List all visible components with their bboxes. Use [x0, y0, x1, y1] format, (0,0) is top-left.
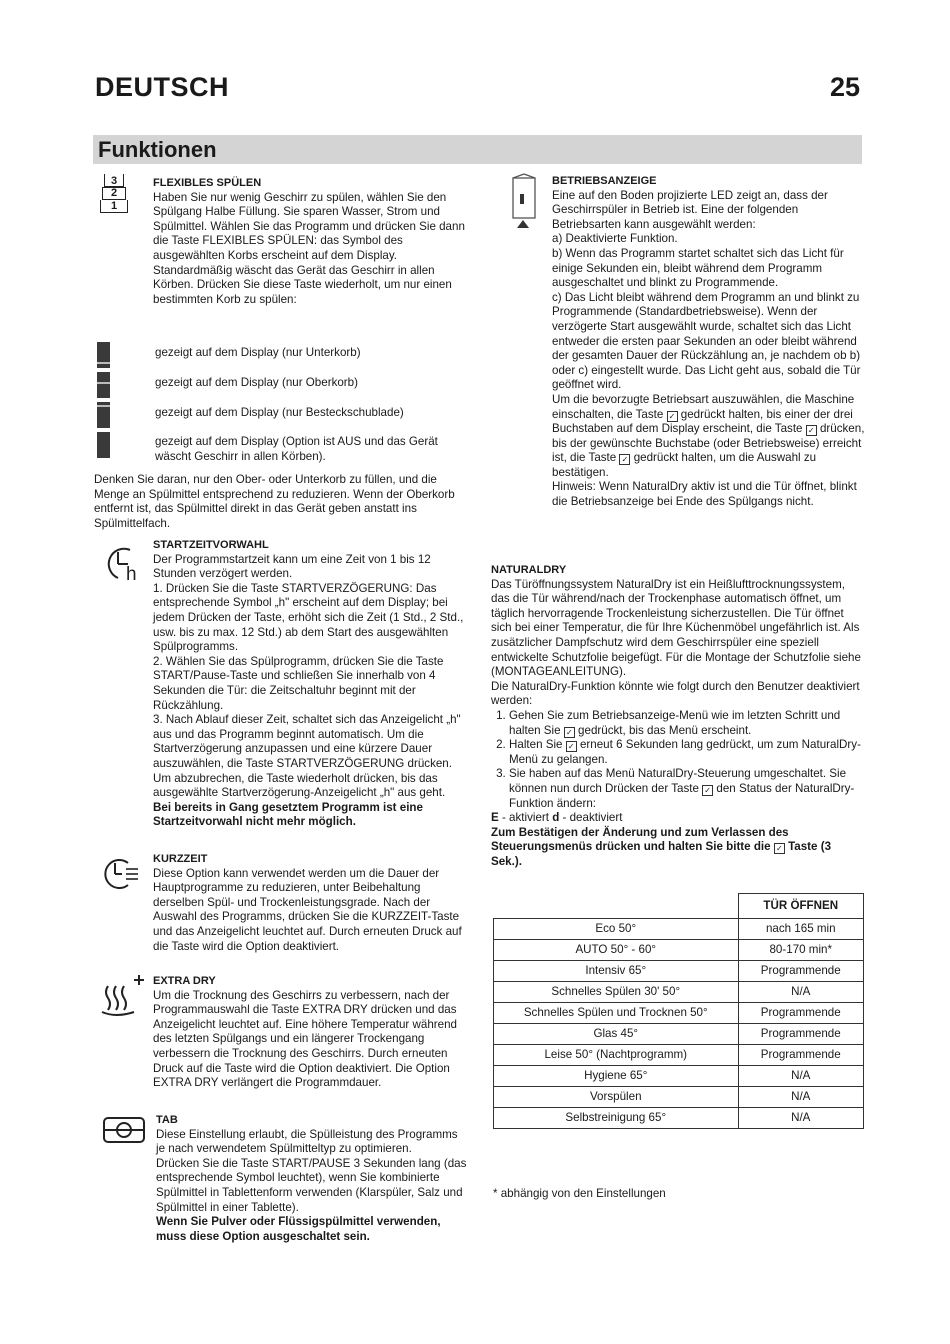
- status-display-section: [552, 174, 865, 510]
- upper-basket-indicator-icon: [97, 372, 110, 398]
- tab-section: [156, 1113, 468, 1244]
- table-cell-door-open: N/A: [738, 1087, 864, 1108]
- naturaldry-state-e: E: [491, 811, 499, 825]
- page-number: 25: [829, 72, 860, 102]
- naturaldry-step-1-a: Gehen Sie zum Betriebsanzeige-Menü wie im letzten Schritt und halten Sie: [509, 708, 841, 737]
- flexible-wash-note: Denken Sie daran, nur den Ober- oder Unterkorb zu füllen, und die Menge an Spülmittel entsprechend zu reduzieren. Wenn der Oberkorb entfernt ist, das Spülmittel direkt in das Gerät geben anstatt ins Spülmittelfach.: [94, 473, 455, 530]
- door-open-table: [493, 893, 864, 1129]
- lower-basket-indicator-icon: [97, 342, 110, 368]
- key-icon: ✓: [774, 843, 785, 854]
- naturaldry-step-2-b: erneut 6 Sekunden lang gedrückt, um zum NaturalDry-Menü zu gelangen.: [509, 738, 861, 766]
- table-header-empty: [494, 894, 739, 919]
- delay-start-section: [153, 538, 466, 830]
- naturaldry-state-d-label: - deaktiviert: [559, 811, 623, 825]
- naturaldry-steps: [491, 709, 865, 811]
- status-display-d1: Um die bevorzugte Betriebsart auszuwählen, die Maschine einschalten, die Taste: [552, 392, 855, 421]
- table-row: [494, 1045, 864, 1066]
- table-cell-program: Hygiene 65°: [494, 1066, 739, 1087]
- table-header-row: [494, 894, 864, 919]
- tablet-icon: [100, 1114, 148, 1146]
- key-icon: ✓: [564, 727, 575, 738]
- delay-start-p3: 2. Wählen Sie das Spülprogramm, drücken Sie die Taste START/Pause-Taste und schließen Sie innerhalb von 4 Sekunden die Tür: die Zeitschaltuhr beginnt mit der Rückzählung.: [153, 654, 444, 712]
- short-time-icon: [100, 856, 140, 892]
- naturaldry-section: [491, 563, 865, 869]
- table-cell-program: Selbstreinigung 65°: [494, 1108, 739, 1129]
- status-display-hint: Hinweis: Wenn NaturalDry aktiv ist und die Tür öffnet, blinkt die Betriebsanzeige bei Ende des Spülgangs nicht.: [552, 480, 857, 509]
- table-cell-program: Schnelles Spülen und Trocknen 50°: [494, 1003, 739, 1024]
- delay-start-title: STARTZEITVORWAHL: [153, 539, 269, 551]
- naturaldry-p1: Das Türöffnungssystem NaturalDry ist ein Heißlufttrocknungssystem, das die Tür während/nach der Trockenphase automatisch öffnet, um täglich hervorragende Trockenleistung sicherzustellen. Die Tür öffnet sich bei einer Temperatur, die für Ihre Küchenmöbel ungefährlich ist. Als zusätzlicher Dampfschutz wird dem Geschirrspüler eine speziell entwickelte Schutzfolie beigefügt. Für die Montage der Schutzfolie siehe (MONTAGEANLEITUNG).: [491, 577, 861, 679]
- basket-number-2: 2: [110, 187, 118, 199]
- flexible-wash-text: Haben Sie nur wenig Geschirr zu spülen, wählen Sie den Spülgang Halbe Füllung. Sie sparen Wasser, Strom und Spülmittel. Wählen Sie das Programm und drücken Sie dann die Taste FLEXIBLES SPÜLEN: das Symbol des ausgewählten Korbs erscheint auf dem Display. Standardmäßig wäscht das Gerät das Geschirr in allen Körben. Drücken Sie diese Taste wiederholt, um nur einen bestimmten Korb zu spülen:: [153, 190, 465, 306]
- delay-start-p4: 3. Nach Ablauf dieser Zeit, schaltet sich das Anzeigelicht „h" aus und das Programm beginnt automatisch. Um die Startverzögerung anzupassen und eine kürzere Dauer auszuwählen, die Taste STARTVERZÖGERUNG drücken. Um abzubrechen, die Taste wiederholt drücken, bis das ausgewählte Startverzögerung-Anzeigelicht „h" aus geht.: [153, 713, 461, 800]
- delay-start-icon: [100, 542, 140, 585]
- extra-dry-text: Um die Trocknung des Geschirrs zu verbessern, nach der Programmauswahl die Taste EXTRA DRY drücken und das Anzeigelicht leuchtet auf. Eine höhere Temperatur während des letzten Spülgangs und ein längerer Trockengang verbessern die Trocknung des Geschirrs. Durch erneuten Druck auf die Taste wird die Option deaktiviert. Die Option EXTRA DRY verlängert die Programmdauer.: [153, 988, 457, 1090]
- key-icon: ✓: [667, 411, 678, 422]
- basket-top-icon: [104, 174, 124, 187]
- extra-dry-icon: [100, 972, 148, 1018]
- key-icon: ✓: [702, 785, 713, 796]
- naturaldry-state-d: d: [552, 811, 560, 825]
- naturaldry-step-3: [509, 767, 865, 811]
- status-display-d3: drücken, bis der gewünschte Buchstabe (oder Betriebsweise) erreicht ist, die Taste: [552, 422, 865, 465]
- naturaldry-state-e-label: - aktiviert: [498, 811, 553, 825]
- table-footnote: * abhängig von den Einstellungen: [493, 1187, 666, 1200]
- flexible-wash-title: FLEXIBLES SPÜLEN: [153, 177, 262, 189]
- key-icon: ✓: [806, 425, 817, 436]
- table-cell-program: Leise 50° (Nachtprogramm): [494, 1045, 739, 1066]
- table-cell-door-open: N/A: [738, 982, 864, 1003]
- naturaldry-step-1-b: gedrückt, bis das Menü erscheint.: [578, 723, 752, 737]
- naturaldry-confirm: [491, 826, 865, 870]
- table-cell-door-open: N/A: [738, 1066, 864, 1087]
- delay-start-p2: 1. Drücken Sie die Taste STARTVERZÖGERUNG: Das entsprechende Symbol „h" erscheint auf dem Display; bei jedem Drücken der Taste, erhöht sich die Zeit (1 Std., 2 Std., usw. bis zu max. 12 Std.) ab dem Start des ausgewählten Spülprogramms.: [153, 581, 464, 654]
- extra-dry-title: EXTRA DRY: [153, 975, 216, 987]
- key-icon: ✓: [619, 454, 630, 465]
- table-cell-door-open: nach 165 min: [738, 919, 864, 940]
- table-row: [494, 1003, 864, 1024]
- table-row: [494, 1024, 864, 1045]
- status-display-d4: gedrückt halten, um die Auswahl zu bestätigen.: [552, 451, 817, 479]
- section-title-bar: [93, 135, 862, 164]
- table-cell-program: AUTO 50° - 60°: [494, 940, 739, 961]
- table-cell-program: Glas 45°: [494, 1024, 739, 1045]
- status-display-c: c) Das Licht bleibt während dem Programm an und blinkt zu Programmende (Standardbetriebsweise). Wenn der verzögerte Start ausgewählt wurde, schaltet sich das Licht entweder die ersten paar Sekunden an oder bleibt während der gesamten Dauer der Rückzählung an, je nachdem ob b) oder c) eingestellt wurde. Das Licht geht aus, sobald die Tür geöffnet wird.: [552, 290, 861, 392]
- basket-bottom-icon: [100, 200, 128, 213]
- status-display-p1: Eine auf den Boden projizierte LED zeigt an, dass der Geschirrspüler in Betrieb ist. Eine der folgenden Betriebsarten kann ausgewählt werden:: [552, 188, 828, 231]
- flexible-wash-section: [153, 176, 466, 307]
- naturaldry-step-3-b: den Status der NaturalDry-Funktion ändern:: [509, 781, 855, 810]
- naturaldry-step-2: [509, 738, 865, 767]
- table-row: [494, 1087, 864, 1108]
- page-language: DEUTSCH: [95, 72, 230, 102]
- status-display-d2: gedrückt halten, bis einer der drei Buchstaben auf dem Display erscheint, die Taste: [552, 407, 853, 436]
- basket-number-1: 1: [110, 200, 118, 212]
- section-title: Funktionen: [98, 137, 217, 162]
- delay-start-warning: Bei bereits in Gang gesetztem Programm ist eine Startzeitvorwahl nicht mehr möglich.: [153, 800, 423, 829]
- display-option-4: gezeigt auf dem Display (Option ist AUS und das Gerät wäscht Geschirr in allen Körben).: [155, 435, 438, 463]
- table-cell-door-open: Programmende: [738, 961, 864, 982]
- display-option-3: gezeigt auf dem Display (nur Besteckschublade): [155, 406, 404, 419]
- delay-start-p1: Der Programmstartzeit kann um eine Zeit von 1 bis 12 Stunden verzögert werden.: [153, 552, 431, 581]
- table-cell-door-open: Programmende: [738, 1003, 864, 1024]
- naturaldry-confirm-a: Zum Bestätigen der Änderung und zum Verlassen des Steuerungsmenüs drücken und halten Sie bitte die: [491, 825, 789, 854]
- table-row: [494, 982, 864, 1003]
- naturaldry-step-1: [509, 709, 865, 738]
- all-baskets-indicator-icon: [97, 432, 110, 458]
- table-row: [494, 1066, 864, 1087]
- tab-title: TAB: [156, 1114, 178, 1126]
- naturaldry-step-2-a: Halten Sie: [509, 738, 563, 752]
- table-cell-door-open: Programmende: [738, 1024, 864, 1045]
- display-option-2: gezeigt auf dem Display (nur Oberkorb): [155, 376, 358, 389]
- short-time-section: [153, 852, 466, 954]
- table-cell-door-open: Programmende: [738, 1045, 864, 1066]
- table-cell-program: Schnelles Spülen 30' 50°: [494, 982, 739, 1003]
- table-row: [494, 1108, 864, 1129]
- tab-p2: Drücken Sie die Taste START/PAUSE 3 Sekunden lang (das entsprechende Symbol leuchtet), wenn Sie kombinierte Spülmittel in Tablettenform verwenden (Klarspüler, Salz und Spülmittel in einer Tablette).: [156, 1156, 467, 1214]
- table-cell-program: Eco 50°: [494, 919, 739, 940]
- table-cell-program: Intensiv 65°: [494, 961, 739, 982]
- table-cell-door-open: 80-170 min*: [738, 940, 864, 961]
- tab-p1: Diese Einstellung erlaubt, die Spülleistung des Programms je nach verwendetem Spülmitteltyp zu optimieren.: [156, 1127, 458, 1156]
- naturaldry-title: NATURALDRY: [491, 564, 567, 576]
- naturaldry-confirm-b: Taste (3 Sek.).: [491, 840, 832, 868]
- table-header-door-open: TÜR ÖFFNEN: [738, 894, 864, 919]
- status-display-d: [552, 393, 865, 481]
- table-cell-door-open: N/A: [738, 1108, 864, 1129]
- short-time-text: Diese Option kann verwendet werden um die Dauer der Hauptprogramme zu reduzieren, unter Beibehaltung derselben Spül- und Trockenleistungsgrade. Nach der Auswahl des Programms, drücken Sie die KURZZEIT-Taste und das Anzeigelicht leuchtet auf. Durch erneuten Druck auf die Taste wird die Option deaktiviert.: [153, 866, 462, 953]
- table-cell-program: Vorspülen: [494, 1087, 739, 1108]
- status-display-b: b) Wenn das Programm startet schaltet sich das Licht für einige Sekunden ein, bleibt während dem Programm ausgeschaltet und blinkt zu Programmende.: [552, 246, 844, 290]
- naturaldry-step-3-a: Sie haben auf das Menü NaturalDry-Steuerung umgeschaltet. Sie können nun durch Drücken der Taste: [509, 767, 847, 795]
- display-option-1: gezeigt auf dem Display (nur Unterkorb): [155, 346, 361, 359]
- short-time-title: KURZZEIT: [153, 853, 208, 865]
- key-icon: ✓: [566, 741, 577, 752]
- tab-warning: Wenn Sie Pulver oder Flüssigspülmittel verwenden, muss diese Option ausgeschaltet sein.: [156, 1215, 441, 1243]
- basket-middle-icon: [102, 187, 126, 200]
- basket-number-3: 3: [110, 175, 118, 187]
- basket-numbers-icon: [96, 174, 130, 220]
- table-row: [494, 919, 864, 940]
- table-row: [494, 940, 864, 961]
- cutlery-drawer-indicator-icon: [97, 402, 110, 428]
- status-display-title: BETRIEBSANZEIGE: [552, 175, 657, 187]
- naturaldry-p2: Die NaturalDry-Funktion könnte wie folgt durch den Benutzer deaktiviert werden:: [491, 679, 860, 708]
- table-row: [494, 961, 864, 982]
- extra-dry-section: [153, 974, 466, 1091]
- floor-led-icon: [507, 174, 539, 230]
- svg-text:h: h: [126, 564, 137, 585]
- status-display-a: a) Deaktivierte Funktion.: [552, 232, 678, 246]
- naturaldry-states: [491, 811, 865, 826]
